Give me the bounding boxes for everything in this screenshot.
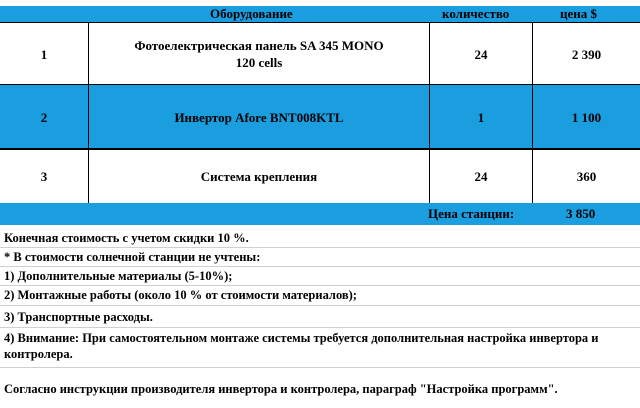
total-label: Цена станции: bbox=[428, 206, 515, 221]
row-price: 360 bbox=[576, 169, 597, 184]
row-name-line1: Фотоелектрическая панель SA 345 MONO bbox=[134, 38, 384, 53]
row-number: 1 bbox=[40, 46, 48, 62]
note-discount: Конечная стоимость с учетом скидки 10 %. bbox=[0, 229, 640, 248]
note-item-1: 1) Дополнительные материалы (5-10%); bbox=[0, 267, 640, 286]
total-value: 3 850 bbox=[566, 206, 596, 221]
row-name: Система крепления bbox=[88, 149, 430, 204]
header-quantity: количество bbox=[442, 6, 510, 21]
table-row bbox=[0, 148, 640, 205]
note-not-included: * В стоимости солнечной станции не учтены: bbox=[0, 248, 640, 267]
table-header bbox=[0, 6, 640, 22]
row-name bbox=[88, 23, 430, 85]
note-item-4: 4) Внимание: При самостоятельном монтаже системы требуется дополнительная настройка инвертора и контролера. bbox=[0, 328, 640, 368]
note-item-2: 2) Монтажные работы (около 10 % от стоимости материалов); bbox=[0, 286, 640, 306]
row-number: 3 bbox=[40, 169, 48, 184]
row-quantity: 24 bbox=[430, 23, 533, 85]
note-instruction: Согласно инструкции производителя инвертора и контролера, параграф "Настройка программ". bbox=[4, 382, 558, 396]
total-row bbox=[0, 203, 640, 225]
note-item-3: 3) Транспортные расходы. bbox=[0, 306, 640, 328]
table-row bbox=[0, 22, 640, 86]
header-price: цена $ bbox=[560, 6, 598, 21]
row-quantity: 1 bbox=[430, 85, 533, 149]
row-price: 1 100 bbox=[571, 109, 602, 125]
row-name: Инвертор Afore BNT008KTL bbox=[88, 85, 430, 149]
header-equipment: Оборудование bbox=[210, 6, 293, 21]
row-price: 2 390 bbox=[571, 46, 602, 62]
row-quantity: 24 bbox=[430, 149, 533, 204]
table-row bbox=[0, 84, 640, 150]
row-number: 2 bbox=[40, 109, 48, 125]
row-name-line2: 120 cells bbox=[235, 55, 283, 70]
